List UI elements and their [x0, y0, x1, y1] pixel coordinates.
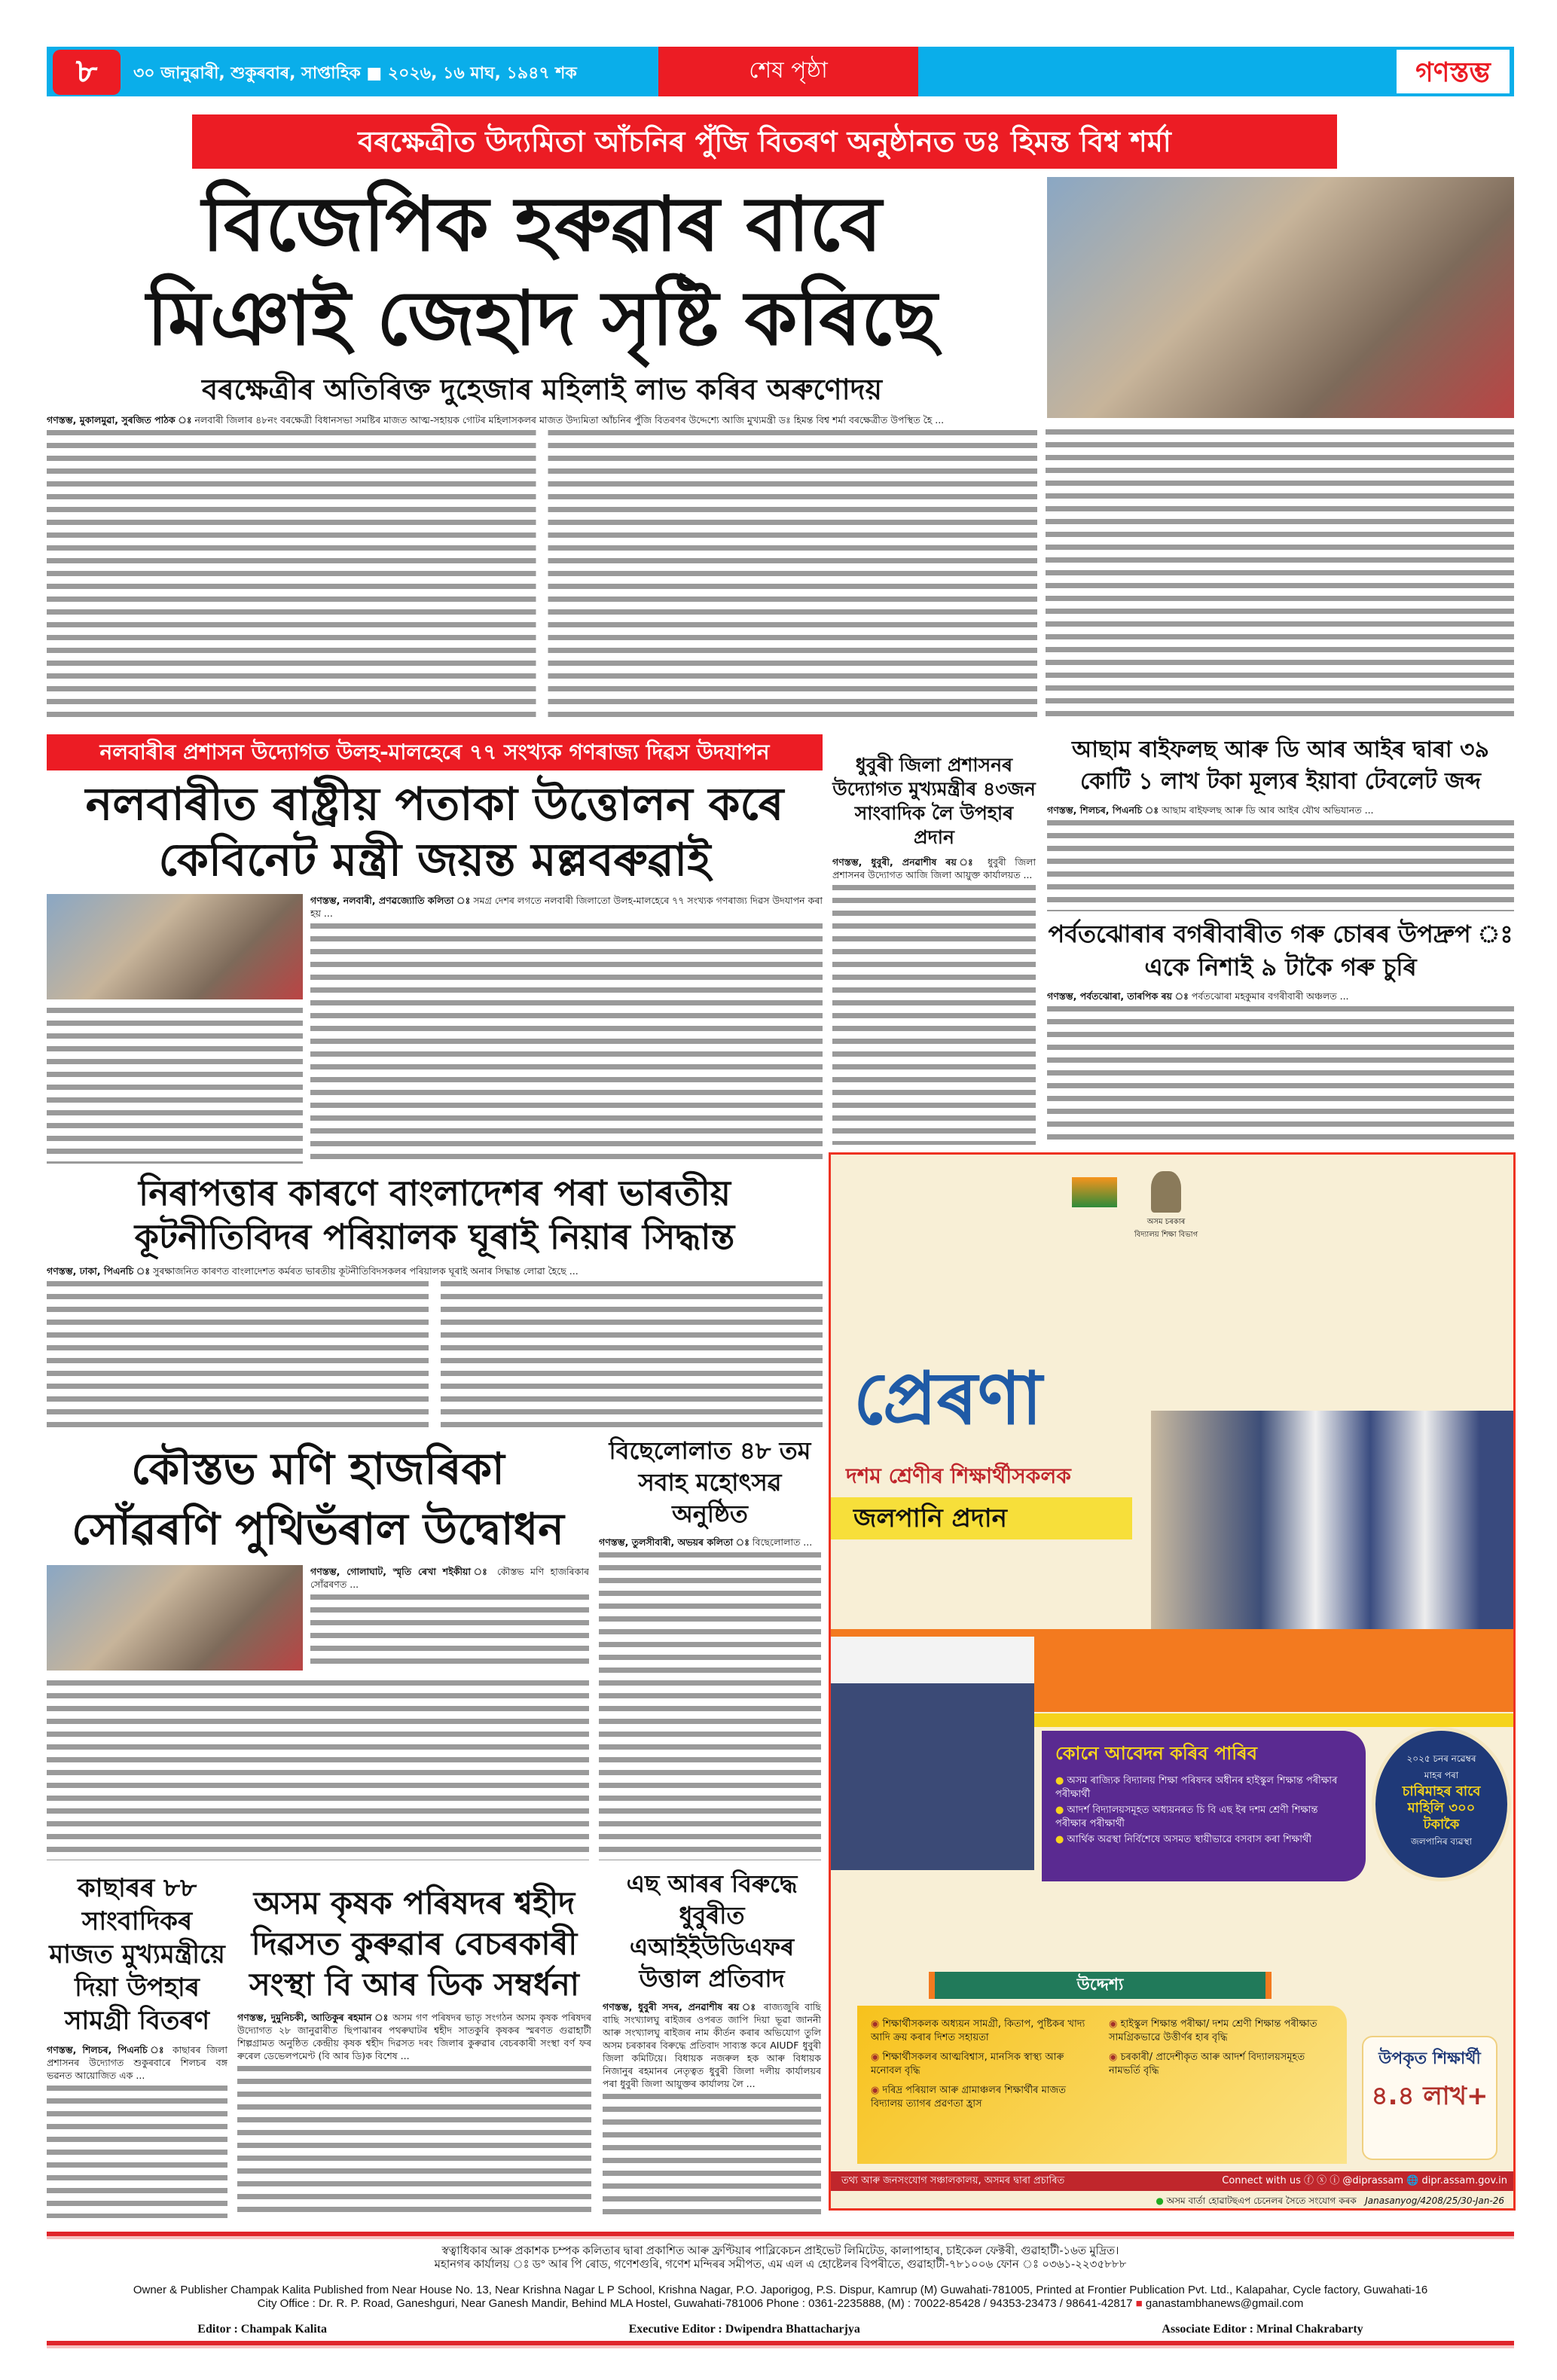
executive-editor: Executive Editor : Dwipendra Bhattacharjya [628, 2323, 860, 2336]
byline: গণস্তম্ভ, নলবাৰী, প্ৰণৱজ্যোতি কলিতা ঃ [310, 895, 471, 906]
editors [47, 2323, 1514, 2336]
section-label: শেষ পৃষ্ঠা [658, 47, 918, 96]
dhubri-gift-body [832, 856, 1036, 1145]
body-text [1046, 426, 1514, 719]
right-column-stories [1047, 734, 1514, 1141]
body-text [832, 881, 1036, 1145]
lead-text: সমগ্ৰ দেশৰ লগতে নলবাৰী জিলাতো উলহ-মালহেৰে ৭৭ সংখ্যক গণৰাজ্য দিৱস উদযাপন কৰা হয় ... [310, 895, 823, 919]
kaustav-body [310, 1565, 589, 1671]
ad-tagline-2: জলপানি প্ৰদান [831, 1497, 1132, 1539]
students-photo [1151, 1411, 1516, 1629]
body-text [1047, 1002, 1514, 1141]
editor: Editor : Champak Kalita [197, 2323, 328, 2336]
byline: গণস্তম্ভ, ঢাকা, পিএনচি ঃ [47, 1265, 151, 1277]
eligibility-item: ● আদৰ্শ বিদ্যালয়সমূহত অধ্যয়নৰত চি বি এছ ইৰ দশম শ্ৰেণী শিক্ষান্ত পৰীক্ষাৰ পৰীক্ষাৰ্থী [1055, 1805, 1318, 1829]
nalbari-photo [47, 894, 303, 999]
ad-ref-number: Janasanyog/4208/25/30-Jan-26 [1365, 2195, 1504, 2206]
cattle-body [1047, 990, 1514, 1141]
lead-body-continued [1046, 426, 1514, 719]
footer-divider [47, 2232, 1514, 2239]
byline: গণস্তম্ভ, গোলাঘাট, স্মৃতি ৰেখা শইকীয়া ঃ [310, 1566, 491, 1577]
body-text [47, 1277, 823, 1427]
social-handle[interactable]: @diprassam [1342, 2175, 1403, 2186]
bangladesh-body [47, 1265, 823, 1427]
objective-item: ◉ চৰকাৰী/ প্ৰাদেশীকৃত আৰু আদৰ্শ বিদ্যালয়সমূহত নামভৰ্তি বৃদ্ধি [1109, 2052, 1305, 2076]
byline: গণস্তম্ভ, পৰ্বতঝোৰা, তাৰপিক ৰয় ঃ [1047, 990, 1189, 1002]
headline-line: নলবাৰীত ৰাষ্ট্ৰীয় পতাকা উত্তোলন কৰে [85, 778, 784, 831]
kaustav-story [47, 1439, 589, 1860]
social-links: Connect with us ⓕ ⓧ ⓘ @diprassam 🌐 dipr.assam.gov.in [1222, 2175, 1507, 2186]
ad-reference: ● অসম বাৰ্তা হোৱাটছএপ চেনেলৰ সৈতে সংযোগ কৰক Janasanyog/4208/25/30-Jan-26 [1156, 2195, 1504, 2206]
footer-english: Owner & Publisher Champak Kalita Published from Near House No. 13, Near Krishna Nagar L P School, Krishna Nagar, P.O. Japorigog, P.S. Dispur, Kamrup (M) Guwahati-781005, Printed at Frontier Publication Pvt. Ltd., Kalapahar, Cycle factory, Guwahati-16 City Office : Dr. R. P. Road, Ganeshguri, Near Ganesh Mandir, Behind MLA Hostel, Guwahati-781006 Phone : 0361-2235888, (M) : 70022-85428 / 94353-23473 / 98641-42817 ■ ganastambhanews@gmail.com [133, 2284, 1428, 2310]
footer [47, 2244, 1514, 2336]
lead-body [47, 413, 1037, 723]
body-text [1047, 816, 1514, 911]
body-text [603, 2090, 821, 2218]
krishak-story [237, 1883, 591, 2218]
lead-headline-line-2: মিঞাই জেহাদ সৃষ্টি কৰিছে [146, 274, 938, 362]
footer-assamese: স্বত্বাধিকাৰ আৰু প্ৰকাশক চম্পক কলিতাৰ দ্বাৰা প্ৰকাশিত আৰু ফ্ৰণ্টিয়াৰ পাব্লিকেচন প্ৰাইভেট লিমিটেড, কালাপাহাৰ, চাইকেল ফেক্টৰী, গুৱাহাটী-১৬ত মুদ্ৰিত। মহানগৰ কাৰ্যালয় ঃ ড° আৰ পি ৰোড, গণেশগুৰি, গণেশ মন্দিৰৰ সমীপত, এম এল এ হোষ্টেলৰ বিপৰীতে, গুৱাহাটী-৭৮১০০৬ ফোন ঃ ০৩৬১-২২৩৫৮৮৮ [434, 2244, 1127, 2271]
page-number: ৮ [53, 50, 121, 95]
chief-minister-photo [831, 1637, 1034, 1870]
emblem-caption: অসম চৰকাৰ বিদ্যালয় শিক্ষা বিভাগ [1134, 1218, 1198, 1239]
cachar-body [47, 2043, 227, 2218]
byline: গণস্তম্ভ, শিলচৰ, পিএনচি ঃ [47, 2044, 167, 2055]
eligibility-title: কোনে আবেদন কৰিব পাৰিব [1055, 1743, 1257, 1764]
byline: গণস্তম্ভ, দুমুনিচকী, আতিকুৰ ৰহমান ঃ [237, 2012, 389, 2023]
byline: গণস্তম্ভ, শিলচৰ, পিএনচি ঃ [1047, 804, 1159, 816]
whatsapp-icon: ● [1156, 2195, 1164, 2206]
lead-text: ধুবুৰী জিলা প্ৰশাসনৰ উদ্যোগত আজি জিলা আয়ুক্ত কাৰ্যালয়ত ... [832, 856, 1036, 880]
lead-headline [47, 177, 1037, 365]
nalbari-story [47, 734, 823, 1164]
lead-text: নলবাৰী জিলাৰ ৪৮নং বৰক্ষেত্ৰী বিধানসভা সমষ্টিৰ মাজত আত্ম-সহায়ক গোটৰ মহিলাসকলৰ মাজত উদ্যমিতা আঁচনিৰ পুঁজি বিতৰণৰ উদ্দেশ্যে আজি মুখ্যমন্ত্ৰী ডঃ হিমন্ত বিশ্ব শৰ্মা বৰক্ষেত্ৰীত উপস্থিত হৈ ... [194, 414, 945, 426]
ad-title: প্ৰেৰণা [853, 1356, 1043, 1441]
lead-text: পৰ্বতঝোৰা মহকুমাৰ বগৰীবাৰী অঞ্চলত ... [1191, 990, 1349, 1002]
bangladesh-story [47, 1171, 823, 1427]
body-text [310, 920, 823, 1164]
kaustav-photo [47, 1565, 303, 1671]
headline-line: কূটনীতিবিদৰ পৰিয়ালক ঘূৰাই নিয়াৰ সিদ্ধান্ত [134, 1216, 735, 1257]
headline-line: কৌস্তভ মণি হাজৰিকা [131, 1443, 505, 1494]
cachar-headline: কাছাৰৰ ৮৮ সাংবাদিকৰ মাজত মুখ্যমন্ত্ৰীয়ে দিয়া উপহাৰ সামগ্ৰী বিতৰণ [49, 1873, 225, 2036]
body-text [47, 2082, 227, 2218]
masthead-bar [47, 47, 1514, 96]
cachar-story [47, 1872, 227, 2218]
body-text [237, 2062, 591, 2218]
beneficiaries-box [1362, 2036, 1497, 2160]
lead-text: অসম গণ পৰিষদৰ ভাতৃ সংগঠন অসম কৃষক পৰিষদৰ উদ্যোগত ২৮ জানুৱাৰীত ছিপাঝাৰৰ পথৰুঘাটৰ শ্বহীদ সাতকুৰি কৃষকৰ স্মৰণত গুৱাহাটী শিল্পগ্ৰামত অনুষ্ঠিত কেন্দ্ৰীয় কৃষক শ্বহীদ দিৱসত দৰং জিলাৰ কুৰুৱাৰ বেচৰকাৰী সংস্থা বৰ্ণ ফৰ ৰুৰেল ডেভেলপমেণ্ট (বি আৰ ডি)ক বিশেষ ... [237, 2012, 591, 2061]
prerona-advertisement [829, 1152, 1516, 2211]
objective-item: ◉ শিক্ষাৰ্থীসকলৰ আত্মবিশ্বাস, মানসিক স্বাস্থ্য আৰু মনোবল বৃদ্ধি [871, 2052, 1064, 2076]
lead-subheadline: বৰক্ষেত্ৰীৰ অতিৰিক্ত দুহেজাৰ মহিলাই লাভ কৰিব অৰুণোদয় [201, 373, 883, 406]
email-link[interactable]: ganastambhanews@gmail.com [1145, 2297, 1304, 2310]
byline: গণস্তম্ভ, ধুবুৰী সদৰ, প্ৰনৱাশীষ ৰয় ঃ [603, 2001, 759, 2012]
objectives-box [857, 2006, 1347, 2164]
footer-divider [47, 2341, 1514, 2348]
body-text [47, 426, 1037, 723]
lead-text: আছাম ৰাইফলছ আৰু ডি আৰ আইৰ যৌথ অভিযানত ... [1162, 804, 1374, 816]
lead-story [47, 177, 1037, 723]
objective-item: ◉ শিক্ষাৰ্থীসকলক অধ্যয়ন সামগ্ৰী, কিতাপ, পুষ্টিকৰ খাদ্য আদি ক্ৰয় কৰাৰ দিশত সহায়তা [871, 2018, 1085, 2043]
kaustav-headline [47, 1439, 589, 1559]
aiudf-headline: এছ আৰৰ বিৰুদ্ধে ধুবুৰীত এআইইউডিএফৰ উত্তাল প্ৰতিবাদ [626, 1869, 798, 1993]
objective-item: ◉ হাইস্কুল শিক্ষান্ত পৰীক্ষা/ দশম শ্ৰেণী শিক্ষান্ত পৰীক্ষাত সামগ্ৰিকভাৱে উত্তীৰ্ণৰ হাৰ বৃদ্ধি [1109, 2018, 1317, 2043]
krishak-headline: অসম কৃষক পৰিষদৰ শ্বহীদ দিৱসত কুৰুৱাৰ বেচৰকাৰী সংস্থা বি আৰ ডিক সম্বৰ্ধনা [249, 1884, 579, 2003]
aiudf-story [603, 1868, 821, 2218]
body-text [599, 1549, 821, 1860]
top-banner: বৰক্ষেত্ৰীত উদ্যমিতা আঁচনিৰ পুঁজি বিতৰণ অনুষ্ঠানত ডঃ হিমন্ত বিশ্ব শৰ্মা [192, 114, 1337, 169]
associate-editor: Associate Editor : Mrinal Chakrabarty [1162, 2323, 1363, 2336]
objective-title: উদ্দেশ্য [929, 1972, 1272, 1999]
nalbari-headline [47, 777, 823, 888]
byline: গণস্তম্ভ, ধুবুৰী, প্ৰনৱাশীষ ৰয় ঃ [832, 856, 979, 868]
lead-text: সুৰক্ষাজনিত কাৰণত বাংলাদেশত কৰ্মৰত ভাৰতীয় কূটনীতিবিদসকলৰ পৰিয়ালক ঘূৰাই অনাৰ সিদ্ধান্ত লোৱা হৈছে ... [153, 1265, 579, 1277]
lead-text: ৰাজ্যজুৰি বাছি বাছি সংখ্যালঘু ৰাইজৰ ওপৰত জাপি দিয়া ভূৱা জাননী আৰু সংখ্যালঘু ৰাইজৰ নাম কীৰ্তন কৰাৰ অভিযোগ তুলি অসম চৰকাৰৰ বিৰুদ্ধে প্ৰতিবাদ সাব্যস্ত কৰে AIUDF ধুবুৰী জিলা কমিটিয়ে। বিধায়ক নজৰুল হক আৰু বিধায়ক নিজানুৰ ৰহমানৰ নেতৃত্বত ধুবুৰী জিলা দলীয় কাৰ্যালয়ৰ পৰা ধুবুৰী জিলা আয়ুক্তৰ কাৰ্যালয় লৈ ... [603, 2001, 821, 2089]
campaign-logo [1072, 1177, 1117, 1207]
byline: গণস্তম্ভ, তুলসীবাৰী, অভয়ৰ কলিতা ঃ [599, 1536, 749, 1548]
headline-line: কেবিনেট মন্ত্ৰী জয়ন্ত মল্লবৰুৱাই [158, 834, 711, 886]
beneficiaries-value: ৪.৪ লাখ+ [1371, 2081, 1488, 2111]
bichhelola-body [599, 1536, 821, 1860]
lead-text: কৌস্তভ মণি হাজৰিকাৰ সোঁৱৰণত ... [310, 1566, 589, 1590]
scholarship-amount-circle: ২০২৫ চনৰ নৱেম্বৰ মাহৰ পৰা চাৰিমাহৰ বাবে মাহিলি ৩০০ টকাকৈ জলপানিৰ ব্যৱস্থা [1372, 1727, 1511, 1881]
byline: গণস্তম্ভ, মুকালমুৱা, সুৰজিত পাঠক ঃ [47, 414, 192, 426]
ad-tagline: দশম শ্ৰেণীৰ শিক্ষাৰ্থীসকলক [846, 1463, 1071, 1488]
body-text [47, 1677, 589, 1860]
eligibility-item: ● অসম ৰাজ্যিক বিদ্যালয় শিক্ষা পৰিষদৰ অধীনৰ হাইস্কুল শিক্ষান্ত পৰীক্ষাৰ পৰীক্ষাৰ্থী [1055, 1775, 1338, 1800]
nalbari-body [310, 894, 823, 1164]
headline-line: সোঁৱৰণি পুথিভঁৰাল উদ্বোধন [72, 1503, 564, 1555]
body-text [47, 1004, 303, 1164]
eligibility-panel [1042, 1731, 1366, 1881]
yaba-headline: আছাম ৰাইফলছ আৰু ডি আৰ আইৰ দ্বাৰা ৩৯ কোটি ১ লাখ টকা মূল্যৰ ইয়াবা টেবলেট জব্দ [1071, 737, 1489, 795]
lead-text: বিছেলোলাত ... [752, 1536, 813, 1548]
dhubri-gift-story [832, 753, 1036, 1145]
lead-headline-line-1: বিজেপিক হৰুৱাৰ বাবে [202, 180, 882, 268]
newspaper-logo: গণস্তম্ভ [1397, 50, 1510, 93]
lead-text: কাছাৰৰ জিলা প্ৰশাসনৰ উদ্যোগত শুকুৰবাৰে শিলচৰ বঙ্গ ভৱনত আয়োজিত এক ... [47, 2044, 227, 2081]
website-link[interactable]: dipr.assam.gov.in [1421, 2175, 1507, 2186]
nalbari-strip: নলবাৰীৰ প্ৰশাসন উদ্যোগত উলহ-মালহেৰে ৭৭ সংখ্যক গণৰাজ্য দিৱস উদযাপন [47, 734, 823, 770]
objective-item: ◉ দৰিদ্ৰ পৰিয়াল আৰু গ্ৰামাঞ্চলৰ শিক্ষাৰ্থীৰ মাজত বিদ্যালয় ত্যাগৰ প্ৰৱণতা হ্ৰাস [871, 2085, 1066, 2110]
lead-photo [1047, 177, 1514, 418]
nalbari-body-continued [47, 1004, 303, 1164]
bangladesh-headline [47, 1171, 823, 1259]
bichhelola-story [599, 1435, 821, 1860]
state-emblem-icon [1151, 1171, 1181, 1213]
bichhelola-headline: বিছেলোলাত ৪৮ তম সবাহ মহোৎসৱ অনুষ্ঠিত [609, 1436, 811, 1528]
beneficiaries-label: উপকৃত শিক্ষাৰ্থী [1378, 2049, 1481, 2068]
body-text [310, 1591, 589, 1671]
ad-issuer-strip [831, 2171, 1516, 2191]
dhubri-gift-headline: ধুবুৰী জিলা প্ৰশাসনৰ উদ্যোগত মুখ্যমন্ত্ৰীৰ ৪৩জন সাংবাদিক লৈ উপহাৰ প্ৰদান [832, 754, 1036, 848]
yaba-body [1047, 804, 1514, 911]
eligibility-item: ● আৰ্থিক অৱস্থা নিৰ্বিশেষে অসমত স্থায়ীভাৱে বসবাস কৰা শিক্ষাৰ্থী [1055, 1834, 1312, 1845]
headline-line: নিৰাপত্তাৰ কাৰণে বাংলাদেশৰ পৰা ভাৰতীয় [139, 1173, 731, 1213]
kaustav-body-continued [47, 1677, 589, 1860]
issuer: তথ্য আৰু জনসংযোগ সঞ্চালকালয়, অসমৰ দ্বাৰা প্ৰচাৰিত [841, 2175, 1065, 2186]
krishak-body [237, 2011, 591, 2218]
date-line: ৩০ জানুৱাৰী, শুকুৰবাৰ, সাপ্তাহিক ■ ২০২৬, ১৬ মাঘ, ১৯৪৭ শক [133, 64, 577, 83]
aiudf-body [603, 2000, 821, 2218]
cattle-headline: পৰ্বতঝোৰাৰ বগৰীবাৰীত গৰু চোৰৰ উপদ্ৰুপ ঃ একে নিশাই ৯ টাকৈ গৰু চুৰি [1048, 920, 1513, 982]
